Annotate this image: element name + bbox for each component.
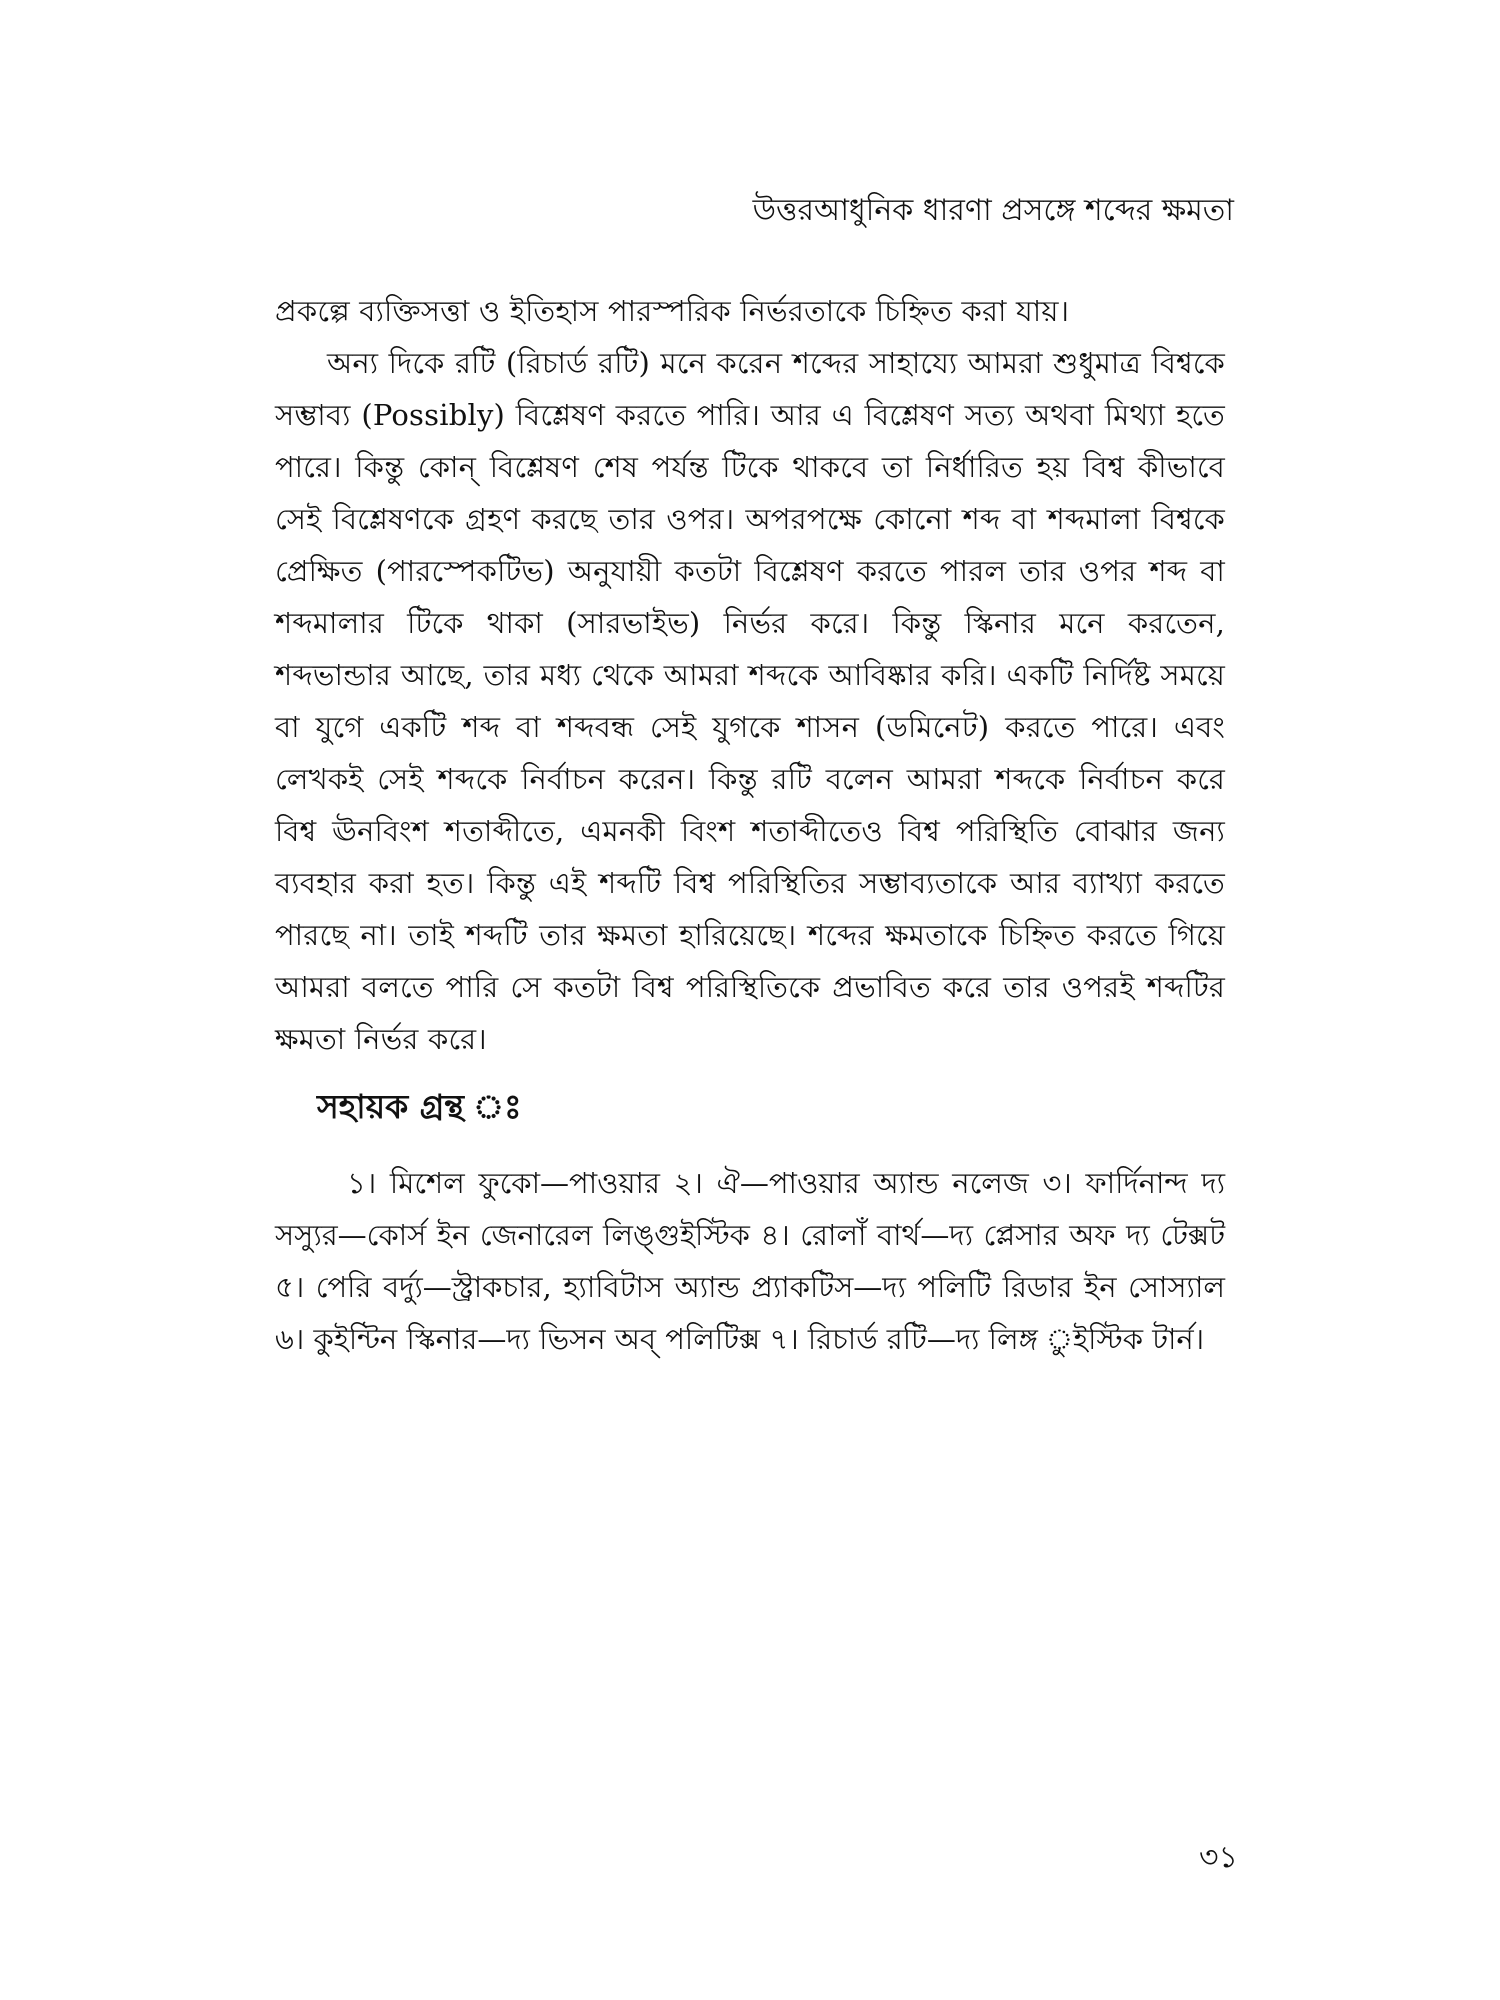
paragraph-2: অন্য দিকে রটি (রিচার্ড রটি) মনে করেন শব্দের সাহায্যে আমরা শুধুমাত্র বিশ্বকে সম্ভাব্য (Possibly) বিশ্লেষণ করতে পারি। আর এ বিশ্লেষণ সত্য অথবা মিথ্যা হতে পারে। কিন্তু কোন্ বিশ্লেষণ শেষ পর্যন্ত টিকে থাকবে তা নির্ধারিত হয় বিশ্ব কীভাবে সেই বিশ্লেষণকে গ্রহণ করছে তার ওপর। অপরপক্ষে কোনো শব্দ বা শব্দমালা বিশ্বকে প্রেক্ষিত (পারস্পেকটিভ) অনুযায়ী কতটা বিশ্লেষণ করতে পারল তার ওপর শব্দ বা শব্দমালার টিকে থাকা (সারভাইভ) নির্ভর করে। কিন্তু স্কিনার মনে করতেন, শব্দভান্ডার আছে, তার মধ্য থেকে আমরা শব্দকে আবিষ্কার করি। একটি নির্দিষ্ট সময়ে বা যুগে একটি শব্দ বা শব্দবন্ধ সেই যুগকে শাসন (ডমিনেট) করতে পারে। এবং লেখকই সেই শব্দকে নির্বাচন করেন। কিন্তু রটি বলেন আমরা শব্দকে নির্বাচন করে বিশ্ব ঊনবিংশ শতাব্দীতে, এমনকী বিংশ শতাব্দীতেও বিশ্ব পরিস্থিতি বোঝার জন্য ব্যবহার করা হত। কিন্তু এই শব্দটি বিশ্ব পরিস্থিতির সম্ভাব্যতাকে আর ব্যাখ্যা করতে পারছে না। তাই শব্দটি তার ক্ষমতা হারিয়েছে। শব্দের ক্ষমতাকে চিহ্নিত করতে গিয়ে আমরা বলতে পারি সে কতটা বিশ্ব পরিস্থিতিকে প্রভাবিত করে তার ওপরই শব্দটির ক্ষমতা নির্ভর করে। — [275, 346, 1225, 1056]
main-text — [275, 285, 1225, 1365]
bibliography-list: ১। মিশেল ফুকো—পাওয়ার ২। ঐ—পাওয়ার অ্যান্ড নলেজ ৩। ফার্দিনান্দ দ্য সস্যুর—কোর্স ইন জেনারেল লিঙ্গুইস্টিক ৪। রোলাঁ বার্থ—দ্য প্লেসার অফ দ্য টেক্সট ৫। পেরি বর্দ্যু—স্ট্রাকচার, হ্যাবিটাস অ্যান্ড প্র্যাকটিস—দ্য পলিটি রিডার ইন সোস্যাল ৬। কুইন্টিন স্কিনার—দ্য ভিসন অব্ পলিটিক্স ৭। রিচার্ড রটি—দ্য লিঙ্গ ুইস্টিক টার্ন। — [275, 1166, 1225, 1356]
page-number: ৩১ — [1199, 1840, 1238, 1875]
running-header: উত্তরআধুনিক ধারণা প্রসঙ্গে শব্দের ক্ষমতা — [752, 193, 1234, 228]
bibliography-heading: সহায়ক গ্রন্থ ঃ — [317, 1087, 522, 1126]
paragraph-1: প্রকল্পে ব্যক্তিসত্তা ও ইতিহাস পারস্পরিক নির্ভরতাকে চিহ্নিত করা যায়। — [275, 294, 1070, 328]
